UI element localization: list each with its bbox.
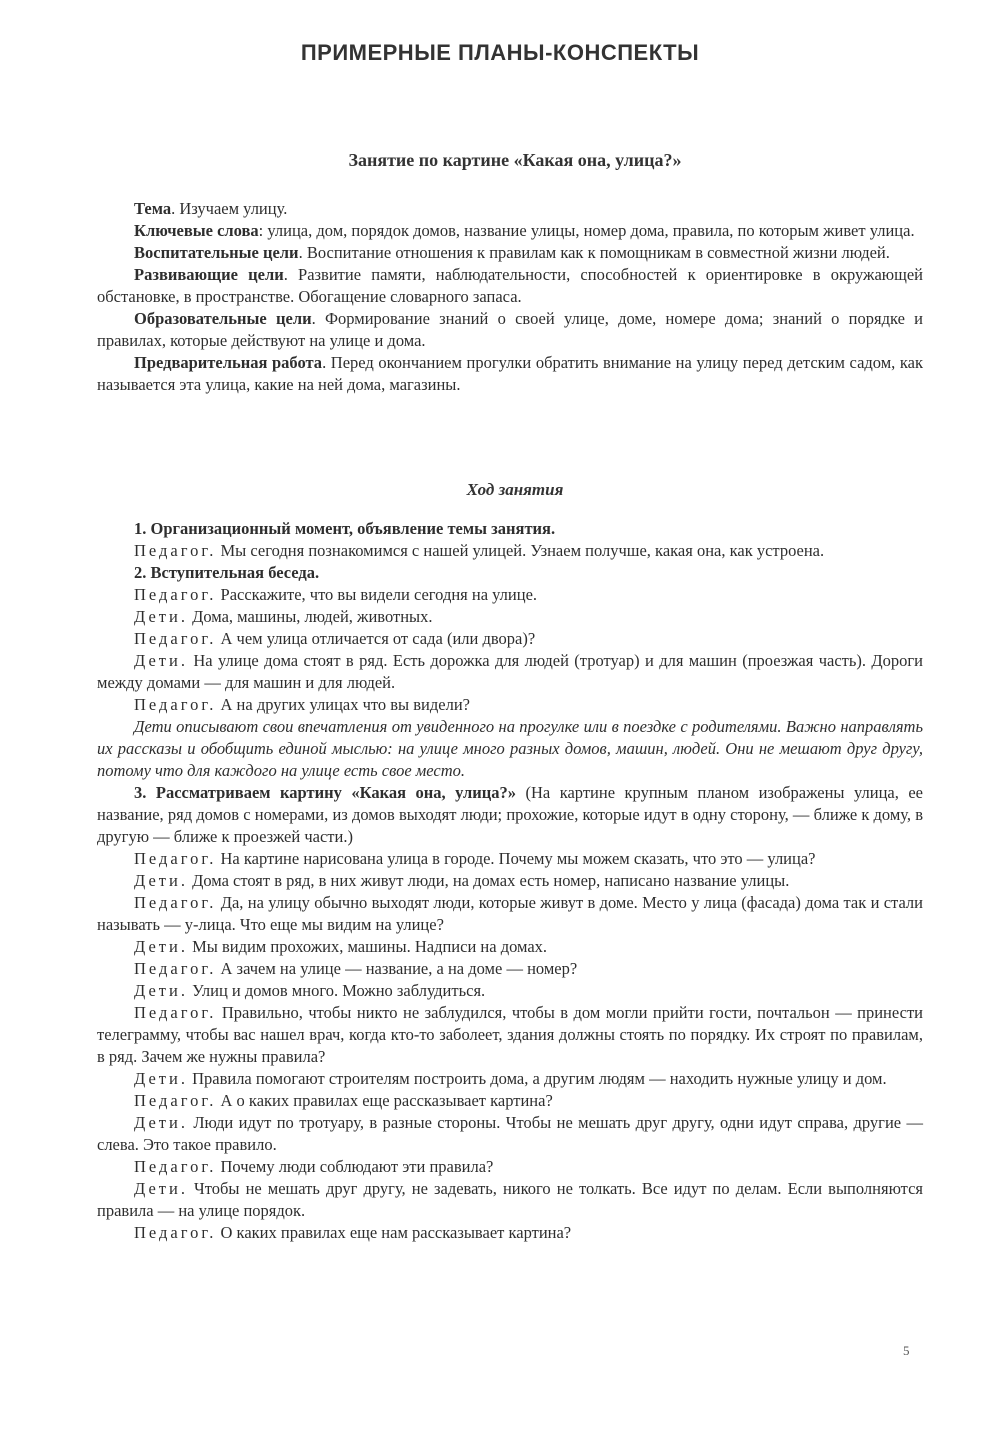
section-heading bbox=[97, 782, 923, 848]
line-text: Да, на улицу обычно выходят люди, которые живут в доме. Место у лица (фасада) дома так и стали называть — у-лица. Что еще мы видим на улице? bbox=[97, 893, 923, 934]
children-line bbox=[97, 1068, 923, 1090]
children-role: Дети. bbox=[134, 937, 188, 956]
line-text: На картине нарисована улица в городе. Почему мы можем сказать, что это — улица? bbox=[216, 849, 816, 868]
lesson-title: Занятие по картине «Какая она, улица?» bbox=[348, 150, 682, 170]
teacher-role: Педагог. bbox=[134, 1223, 217, 1242]
children-line bbox=[97, 1178, 923, 1222]
intro-label: Предварительная работа bbox=[134, 353, 323, 372]
page-number: 5 bbox=[903, 1343, 910, 1358]
heading-description: (На картине крупным планом изображены улица, ее название, ряд домов с номерами, из домов выходят люди; прохожие, которые идут в одну сторону, — ближе к дому, в другую — ближе к проезжей части.) bbox=[97, 783, 923, 846]
teacher-line bbox=[97, 1002, 923, 1068]
teacher-line bbox=[97, 584, 923, 606]
teacher-line bbox=[97, 628, 923, 650]
children-line bbox=[97, 936, 923, 958]
children-role: Дети. bbox=[134, 871, 188, 890]
teacher-role: Педагог. bbox=[134, 849, 217, 868]
section-subtitle: Ход занятия bbox=[466, 480, 564, 499]
teacher-role: Педагог. bbox=[134, 541, 217, 560]
teacher-line bbox=[97, 694, 923, 716]
intro-label: Воспитательные цели bbox=[134, 243, 299, 262]
children-role: Дети. bbox=[134, 607, 188, 626]
intro-label: Развивающие цели bbox=[134, 265, 284, 284]
teacher-role: Педагог. bbox=[134, 1157, 217, 1176]
line-text: Расскажите, что вы видели сегодня на улице. bbox=[216, 585, 538, 604]
teacher-note bbox=[97, 716, 923, 782]
line-text: Мы видим прохожих, машины. Надписи на домах. bbox=[187, 937, 548, 956]
line-text: А зачем на улице — название, а на доме — номер? bbox=[216, 959, 578, 978]
section-heading bbox=[97, 562, 923, 584]
children-role: Дети. bbox=[134, 981, 188, 1000]
intro-label: Тема bbox=[134, 199, 172, 218]
teacher-line bbox=[97, 892, 923, 936]
intro-paragraph bbox=[97, 220, 923, 242]
teacher-role: Педагог. bbox=[134, 1003, 217, 1022]
lesson-body bbox=[97, 518, 923, 1244]
intro-text: . Перед окончанием прогулки обратить внимание на улицу перед детским садом, как называется эта улица, какие на ней дома, магазины. bbox=[97, 353, 924, 394]
teacher-role: Педагог. bbox=[134, 959, 217, 978]
lesson-intro bbox=[97, 198, 923, 396]
intro-paragraph bbox=[97, 308, 923, 352]
line-text: Дома, машины, людей, животных. bbox=[187, 607, 433, 626]
line-text: Люди идут по тротуару, в разные стороны. Чтобы не мешать друг другу, одни идут справа, другие — слева. Это такое правило. bbox=[97, 1113, 923, 1154]
line-text: Улиц и домов много. Можно заблудиться. bbox=[187, 981, 486, 1000]
intro-paragraph bbox=[97, 242, 923, 264]
children-role: Дети. bbox=[134, 1069, 188, 1088]
line-text: О каких правилах еще нам рассказывает картина? bbox=[216, 1223, 572, 1242]
teacher-line bbox=[97, 1222, 923, 1244]
children-role: Дети. bbox=[134, 1179, 188, 1198]
intro-text: . Формирование знаний о своей улице, доме, номере дома; знаний о порядке и правилах, которые действуют на улице и дома. bbox=[97, 309, 923, 350]
teacher-role: Педагог. bbox=[134, 893, 217, 912]
intro-label: Образовательные цели bbox=[134, 309, 312, 328]
line-text: Правильно, чтобы никто не заблудился, чтобы в дом могли прийти гости, почтальон — принести телеграмму, чтобы вас нашел врач, когда кто-то заболеет, здания должны стоять по порядку. Их строят по правилам, в ряд. Зачем же нужны правила? bbox=[97, 1003, 923, 1066]
line-text: Дома стоят в ряд, в них живут люди, на домах есть номер, написано название улицы. bbox=[187, 871, 790, 890]
teacher-line bbox=[97, 848, 923, 870]
teacher-role: Педагог. bbox=[134, 629, 217, 648]
teacher-role: Педагог. bbox=[134, 695, 217, 714]
line-text: На улице дома стоят в ряд. Есть дорожка для людей (тротуар) и для машин (проезжая часть). Дороги между домами — для машин и для людей. bbox=[97, 651, 923, 692]
children-line bbox=[97, 650, 923, 694]
children-line bbox=[97, 1112, 923, 1156]
line-text: А на других улицах что вы видели? bbox=[216, 695, 470, 714]
intro-paragraph bbox=[97, 352, 923, 396]
children-line bbox=[97, 606, 923, 628]
line-text: А о каких правилах еще рассказывает картина? bbox=[216, 1091, 553, 1110]
line-text: Почему люди соблюдают эти правила? bbox=[216, 1157, 494, 1176]
children-line bbox=[97, 980, 923, 1002]
teacher-line bbox=[97, 958, 923, 980]
teacher-line bbox=[97, 540, 923, 562]
intro-label: Ключевые слова bbox=[134, 221, 259, 240]
line-text: А чем улица отличается от сада (или двора)? bbox=[216, 629, 536, 648]
line-text: Чтобы не мешать друг другу, не задевать, никого не толкать. Все идут по делам. Если выполняются правила — на улице порядок. bbox=[97, 1179, 923, 1220]
teacher-role: Педагог. bbox=[134, 585, 217, 604]
note-text: Дети описывают свои впечатления от увиденного на прогулке или в поездке с родителями. Важно направлять их рассказы и обобщить единой мыслью: на улице много разных домов, машин, людей. Они не мешают друг другу, потому что для каждого на улице есть свое место. bbox=[97, 717, 923, 780]
intro-text: : улица, дом, порядок домов, название улицы, номер дома, правила, по которым живет улица. bbox=[258, 221, 915, 240]
teacher-line bbox=[97, 1156, 923, 1178]
children-role: Дети. bbox=[134, 1113, 188, 1132]
intro-paragraph bbox=[97, 198, 923, 220]
intro-paragraph bbox=[97, 264, 923, 308]
heading-text: 1. Организационный момент, объявление темы занятия. bbox=[134, 519, 556, 538]
line-text: Мы сегодня познакомимся с нашей улицей. Узнаем получше, какая она, как устроена. bbox=[216, 541, 825, 560]
teacher-role: Педагог. bbox=[134, 1091, 217, 1110]
children-line bbox=[97, 870, 923, 892]
teacher-line bbox=[97, 1090, 923, 1112]
intro-text: . Воспитание отношения к правилам как к помощникам в совместной жизни людей. bbox=[298, 243, 890, 262]
intro-text: . Развитие памяти, наблюдательности, способностей к ориентировке в окружающей обстановке, в пространстве. Обогащение словарного запаса. bbox=[97, 265, 923, 306]
heading-text: 3. Рассматриваем картину «Какая она, улица?» bbox=[134, 783, 516, 802]
heading-text: 2. Вступительная беседа. bbox=[134, 563, 320, 582]
section-heading bbox=[97, 518, 923, 540]
line-text: Правила помогают строителям построить дома, а другим людям — находить нужные улицу и дом. bbox=[187, 1069, 887, 1088]
running-head: ПРИМЕРНЫЕ ПЛАНЫ-КОНСПЕКТЫ bbox=[300, 40, 700, 65]
children-role: Дети. bbox=[134, 651, 188, 670]
intro-text: . Изучаем улицу. bbox=[171, 199, 288, 218]
